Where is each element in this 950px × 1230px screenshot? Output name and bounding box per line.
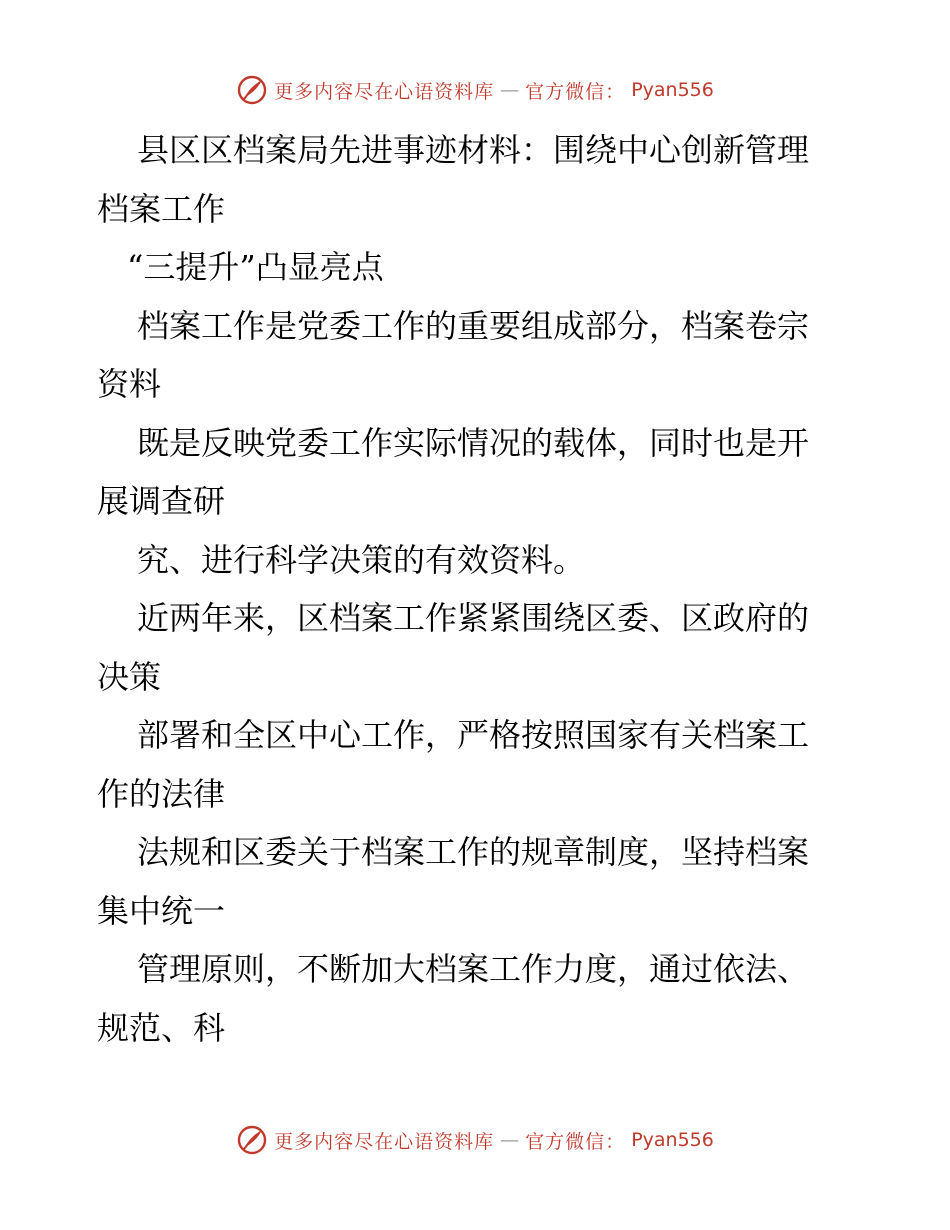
title-line-1: 县区区档案局先进事迹材料：围绕中心创新管理 — [137, 131, 810, 169]
quill-pen-circle-icon — [236, 74, 268, 106]
paragraph-line: 规范、科 — [97, 1008, 226, 1047]
paragraph-line: 管理原则，不断加大档案工作力度，通过依法、 — [137, 950, 810, 988]
watermark-wechat-id: Pyan556 — [631, 79, 714, 101]
paragraph-line: 集中统一 — [97, 891, 226, 930]
subtitle-line: “三提升”凸显亮点 — [127, 248, 384, 286]
paragraph-line: 作的法律 — [97, 774, 226, 813]
watermark-wechat-label: 官方微信： — [525, 80, 626, 103]
paragraph-line: 既是反映党委工作实际情况的载体，同时也是开 — [137, 423, 810, 462]
watermark-site-text: 更多内容尽在心语资料库 — [274, 80, 495, 103]
paragraph-line: 档案工作是党委工作的重要组成部分，档案卷宗 — [137, 306, 810, 345]
document-body — [97, 121, 857, 1057]
quill-pen-circle-icon — [236, 1124, 268, 1156]
watermark-dash: — — [500, 1129, 520, 1151]
paragraph-line: 究、进行科学决策的有效资料。 — [137, 540, 586, 579]
paragraph-line: 部署和全区中心工作，严格按照国家有关档案工 — [137, 716, 810, 754]
watermark-wechat-id: Pyan556 — [631, 1129, 714, 1151]
watermark-wechat-label: 官方微信： — [525, 1130, 626, 1153]
header-watermark — [0, 70, 950, 110]
paragraph-line: 展调查研 — [97, 482, 226, 520]
watermark-site-text: 更多内容尽在心语资料库 — [274, 1130, 495, 1153]
footer-watermark — [0, 1120, 950, 1160]
paragraph-line: 资料 — [97, 365, 162, 403]
paragraph-line: 法规和区委关于档案工作的规章制度，坚持档案 — [137, 833, 810, 871]
paragraph-line: 近两年来，区档案工作紧紧围绕区委、区政府的 — [137, 599, 810, 637]
watermark-dash: — — [500, 79, 520, 101]
title-line-2: 档案工作 — [97, 189, 226, 228]
paragraph-line: 决策 — [97, 657, 162, 696]
